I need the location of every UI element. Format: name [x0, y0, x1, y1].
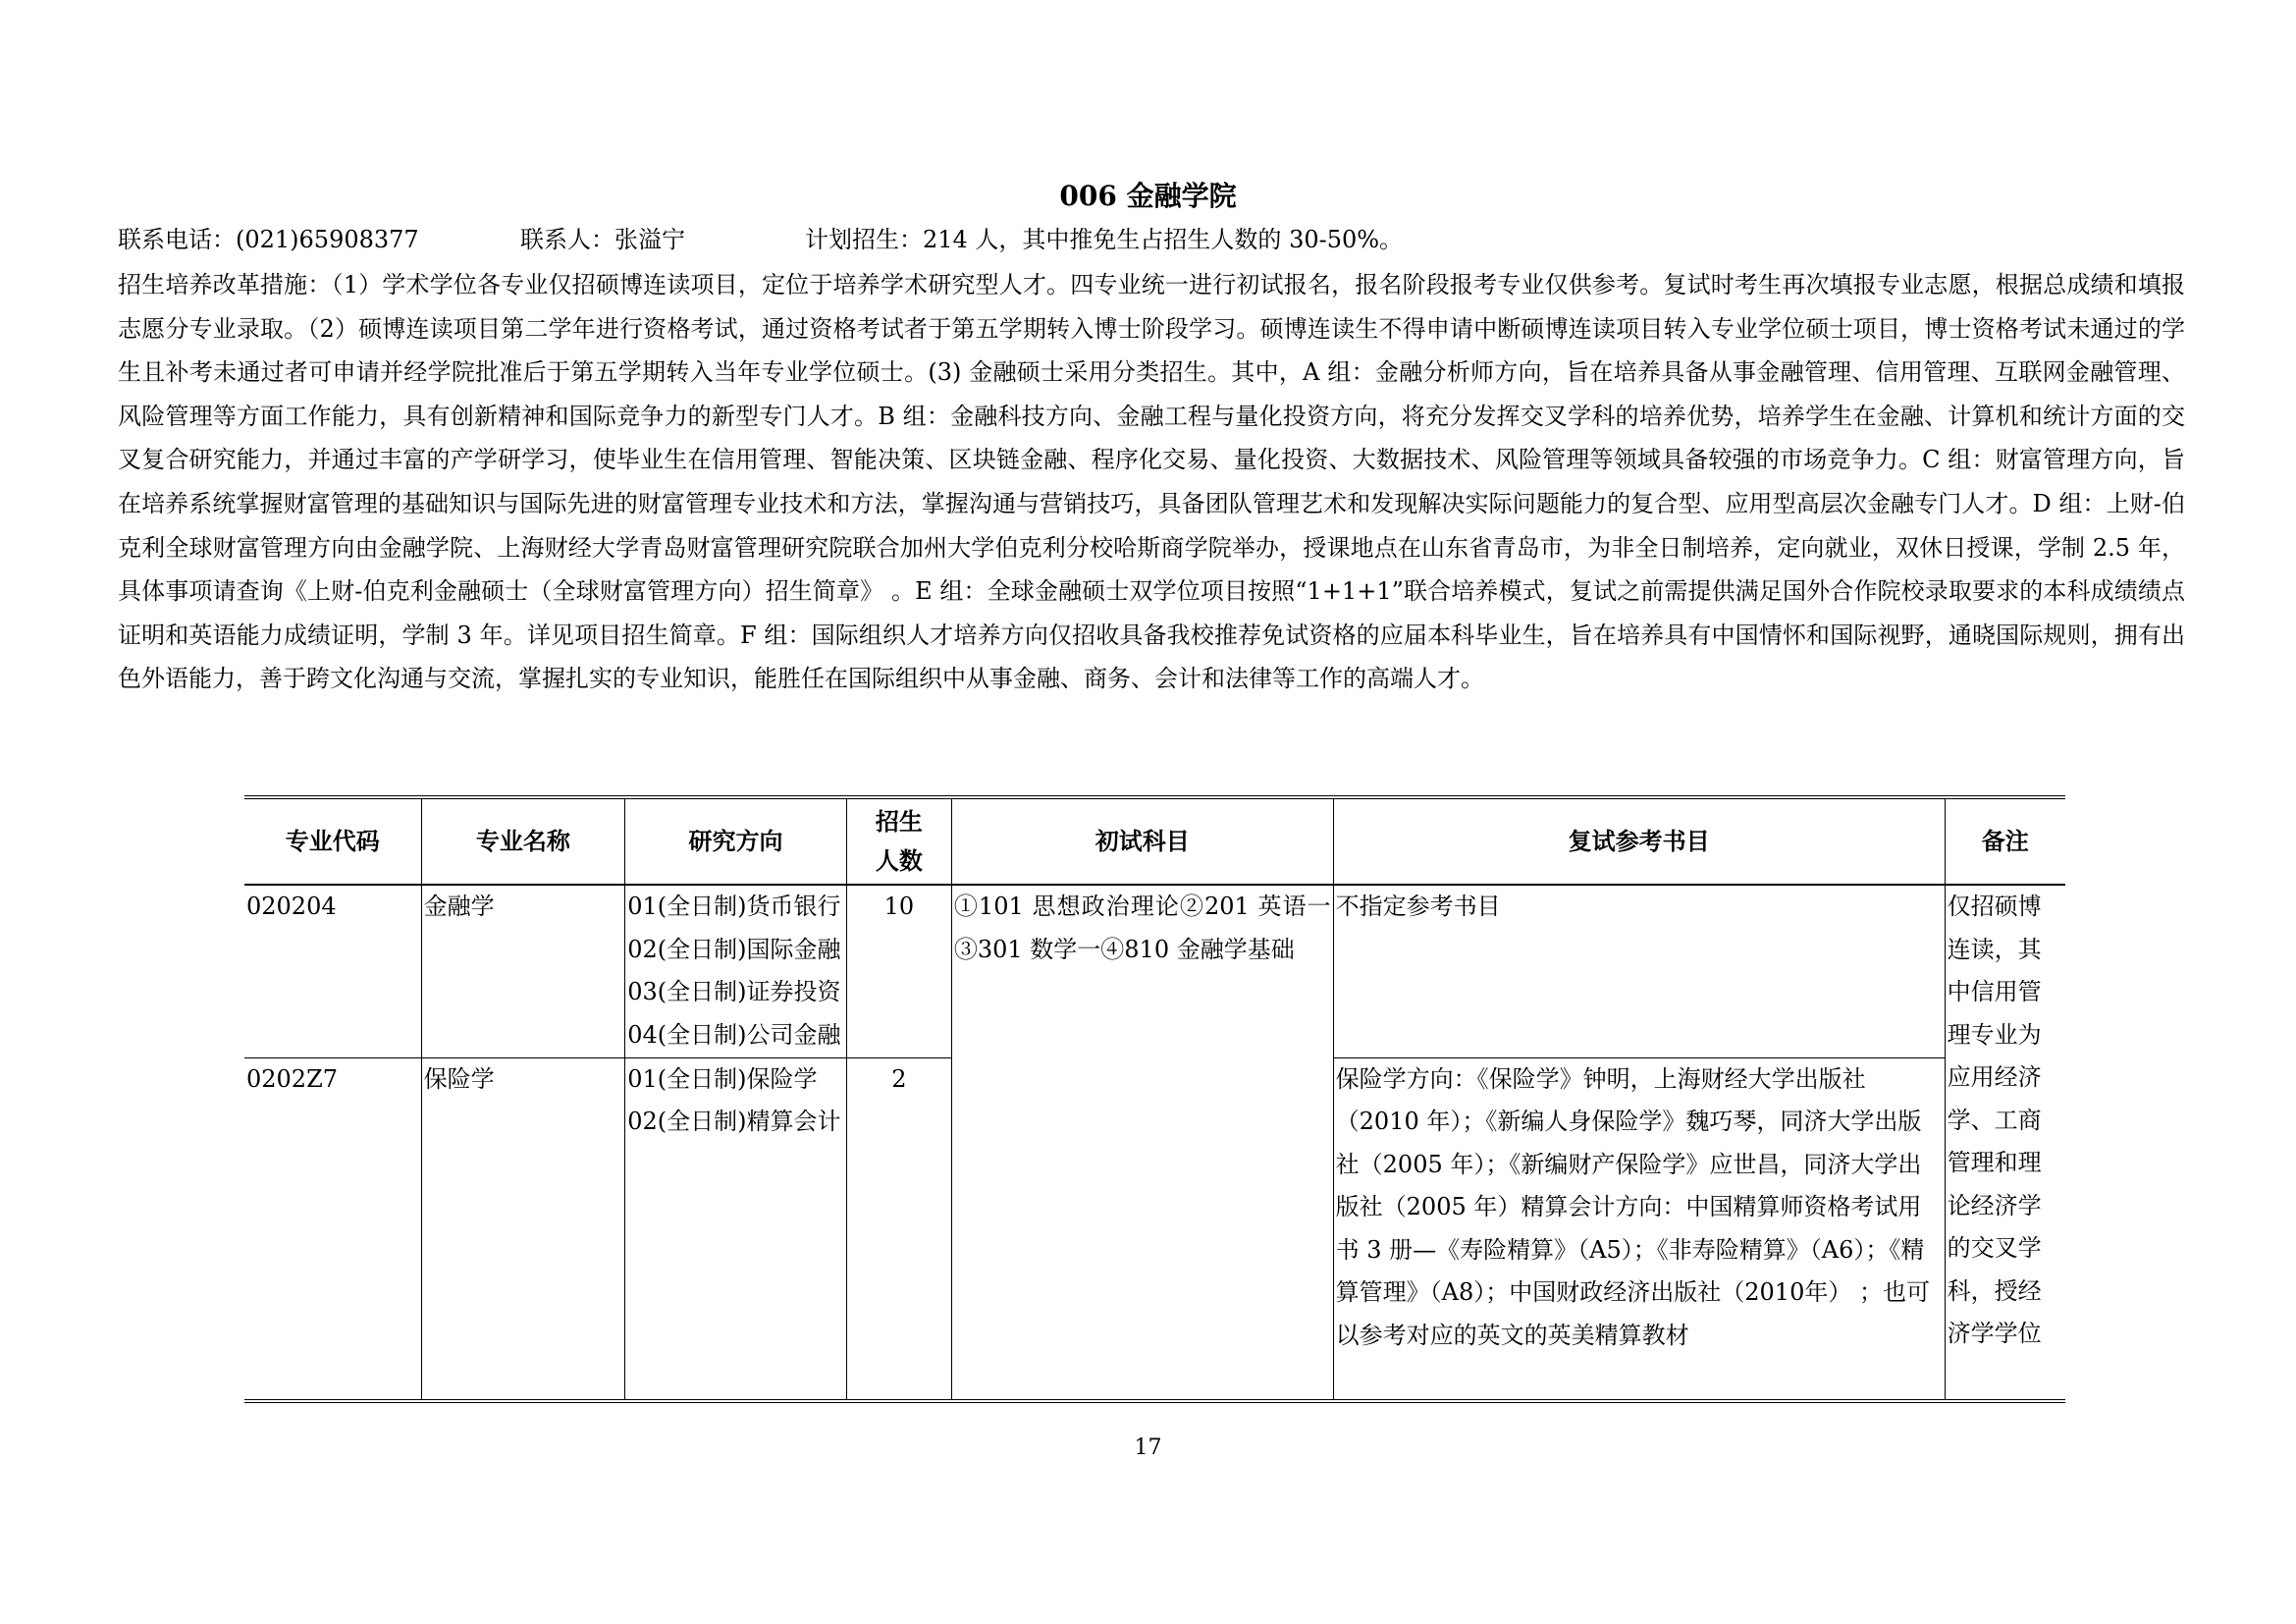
header-quota-line2: 人数 — [875, 846, 923, 875]
header-notes: 备注 — [1945, 797, 2065, 885]
reference-books: 保险学方向：《保险学》钟明，上海财经大学出版社（2010 年）；《新编人身保险学》魏巧琴，同济大学出版社（2005 年）；《新编财产保险学》应世昌，同济大学出版社（2005 年）精算会计方向：中国精算师资格考试用书 3 册—《寿险精算》（A5）；《非寿险精算》（A6）；《精算管理》（A8）；中国财政经济出版社（2010年） ；也可以参考对应的英文的英美精算教材 — [1333, 1057, 1945, 1401]
research-directions — [625, 885, 847, 1057]
program-name: 金融学 — [421, 885, 625, 1057]
header-code: 专业代码 — [244, 797, 421, 885]
program-table — [244, 795, 2065, 1403]
table-header-row — [244, 797, 2065, 885]
enrollment-quota: 10 — [846, 885, 951, 1057]
table-row — [244, 885, 2065, 1057]
program-code: 020204 — [244, 885, 421, 1057]
direction-item: 04(全日制)公司金融 — [627, 1020, 841, 1049]
reference-books: 不指定参考书目 — [1333, 885, 1945, 1057]
remarks: 仅招硕博连读，其中信用管理专业为应用经济学、工商管理和理论经济学的交叉学科，授经济学学位 — [1945, 885, 2065, 1401]
enrollment-plan: 计划招生：214 人，其中推免生占招生人数的 30-50%。 — [805, 226, 1404, 253]
direction-item: 02(全日制)国际金融 — [627, 935, 841, 963]
program-name: 保险学 — [421, 1057, 625, 1401]
header-books: 复试参考书目 — [1333, 797, 1945, 885]
program-code: 0202Z7 — [246, 1064, 339, 1093]
contact-person: 联系人：张溢宁 — [520, 226, 685, 253]
direction-item: 03(全日制)证券投资 — [627, 978, 841, 1005]
contact-phone: 联系电话：(021)65908377 — [118, 226, 419, 253]
header-direction: 研究方向 — [625, 797, 847, 885]
page-title: 006 金融学院 — [1059, 180, 1237, 212]
page-number: 17 — [1134, 1435, 1162, 1460]
header-name: 专业名称 — [421, 797, 625, 885]
direction-item: 01(全日制)货币银行 — [627, 893, 841, 920]
header-quota — [846, 797, 951, 885]
header-quota-line1: 招生 — [875, 807, 923, 836]
contact-line — [118, 222, 1403, 257]
direction-item: 01(全日制)保险学 — [627, 1064, 818, 1093]
enrollment-quota: 2 — [846, 1057, 951, 1401]
direction-item: 02(全日制)精算会计 — [627, 1108, 841, 1135]
exam-subjects: ①101 思想政治理论②201 英语一③301 数学一④810 金融学基础 — [951, 885, 1333, 1401]
header-exam: 初试科目 — [951, 797, 1333, 885]
reform-measures-paragraph: 招生培养改革措施：（1）学术学位各专业仅招硕博连读项目，定位于培养学术研究型人才。四专业统一进行初试报名，报名阶段报考专业仅供参考。复试时考生再次填报专业志愿，根据总成绩和填报志愿分专业录取。（2）硕博连读项目第二学年进行资格考试，通过资格考试者于第五学期转入博士阶段学习。硕博连读生不得申请中断硕博连读项目转入专业学位硕士项目，博士资格考试未通过的学生且补考未通过者可申请并经学院批准后于第五学期转入当年专业学位硕士。(3) 金融硕士采用分类招生。其中，A 组：金融分析师方向，旨在培养具备从事金融管理、信用管理、互联网金融管理、风险管理等方面工作能力，具有创新精神和国际竞争力的新型专门人才。B 组：金融科技方向、金融工程与量化投资方向，将充分发挥交叉学科的培养优势，培养学生在金融、计算机和统计方面的交叉复合研究能力，并通过丰富的产学研学习，使毕业生在信用管理、智能决策、区块链金融、程序化交易、量化投资、大数据技术、风险管理等领域具备较强的市场竞争力。C 组：财富管理方向，旨在培养系统掌握财富管理的基础知识与国际先进的财富管理专业技术和方法，掌握沟通与营销技巧，具备团队管理艺术和发现解决实际问题能力的复合型、应用型高层次金融专门人才。D 组：上财-伯克利全球财富管理方向由金融学院、上海财经大学青岛财富管理研究院联合加州大学伯克利分校哈斯商学院举办，授课地点在山东省青岛市，为非全日制培养，定向就业，双休日授课，学制 2.5 年，具体事项请查询《上财-伯克利金融硕士（全球财富管理方向）招生简章》 。E 组：全球金融硕士双学位项目按照“1+1+1”联合培养模式，复试之前需提供满足国外合作院校录取要求的本科成绩绩点证明和英语能力成绩证明，学制 3 年。详见项目招生简章。F 组：国际组织人才培养方向仅招收具备我校推荐免试资格的应届本科毕业生，旨在培养具有中国情怀和国际视野，通晓国际规则，拥有出色外语能力，善于跨文化沟通与交流，掌握扎实的专业知识，能胜任在国际组织中从事金融、商务、会计和法律等工作的高端人才。 — [118, 271, 2185, 693]
research-directions — [625, 1057, 847, 1401]
